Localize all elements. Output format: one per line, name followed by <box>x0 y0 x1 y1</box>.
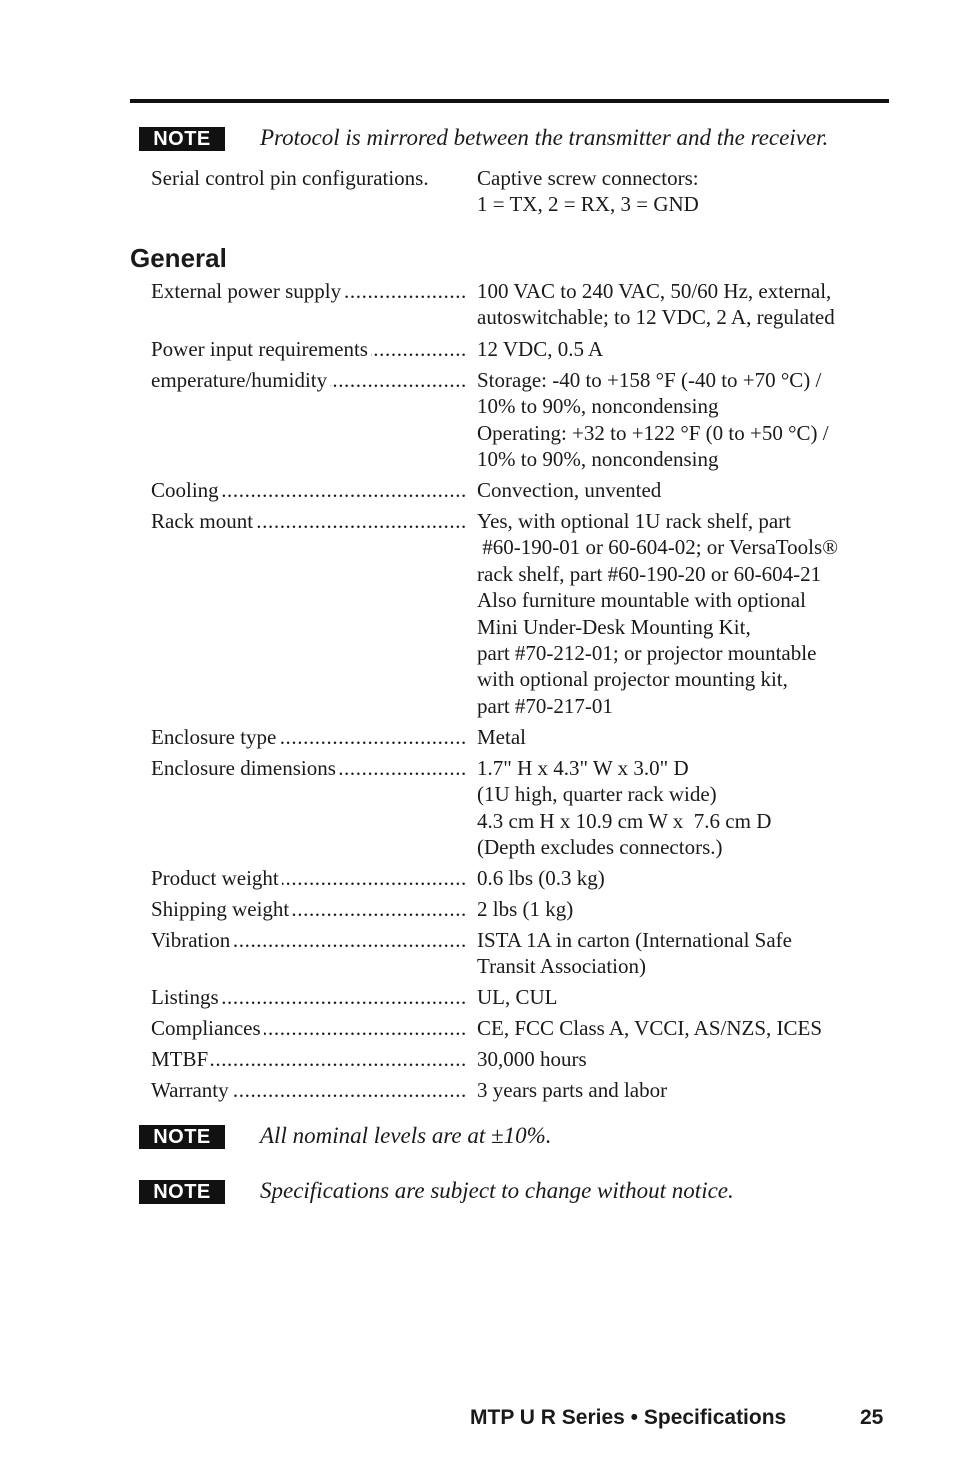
note-text: Specifications are subject to change without notice. <box>260 1178 734 1203</box>
spec-value: Captive screw connectors: 1 = TX, 2 = RX, 3 = GND <box>477 166 699 217</box>
section-title-general: General <box>130 243 227 273</box>
spec-label: emperature/humidity ..... <box>151 367 467 393</box>
spec-value: Convection, unvented <box>477 478 662 502</box>
note-text: Protocol is mirrored between the transmitter and the receiver. <box>260 125 829 150</box>
spec-value: Storage: -40 to +158 °F (-40 to +70 °C) / 10% to 90%, noncondensing Operating: +32 to +122 °F (0 to +50 °C) / 10% to 90%, noncondensing <box>477 368 829 472</box>
spec-value: 0.6 lbs (0.3 kg) <box>477 866 605 890</box>
spec-label: Warranty ..... <box>151 1077 467 1103</box>
spec-value: ISTA 1A in carton (International Safe Transit Association) <box>477 928 792 979</box>
top-rule <box>130 99 889 103</box>
spec-label: Power input requirements ..... <box>151 336 467 362</box>
page-number: 25 <box>860 1406 884 1429</box>
spec-value: 2 lbs (1 kg) <box>477 897 574 921</box>
spec-value: 12 VDC, 0.5 A <box>477 337 604 361</box>
spec-value: 100 VAC to 240 VAC, 50/60 Hz, external, autoswitchable; to 12 VDC, 2 A, regulated <box>477 279 835 330</box>
spec-label: Shipping weight ..... <box>151 896 467 922</box>
spec-value: 3 years parts and labor <box>477 1078 668 1102</box>
spec-value: 1.7" H x 4.3" W x 3.0" D (1U high, quarter rack wide) 4.3 cm H x 10.9 cm W x 7.6 cm D (Depth excludes connectors.) <box>477 756 772 860</box>
spec-value: CE, FCC Class A, VCCI, AS/NZS, ICES <box>477 1016 823 1040</box>
spec-label: Vibration ..... <box>151 927 467 953</box>
note-text: All nominal levels are at ±10%. <box>260 1123 552 1148</box>
spec-label: Enclosure dimensions ..... <box>151 755 467 781</box>
spec-value: UL, CUL <box>477 985 558 1009</box>
spec-label: MTBF ..... <box>151 1046 467 1072</box>
footer-title: MTP U R Series • Specifications <box>470 1406 787 1429</box>
spec-label: Cooling ..... <box>151 477 467 503</box>
spec-value: 30,000 hours <box>477 1047 587 1071</box>
spec-value: Yes, with optional 1U rack shelf, part #60-190-01 or 60-604-02; or VersaTools® rack shelf, part #60-190-20 or 60-604-21 Also furniture mountable with optional Mini Under-Desk Mounting Kit, part #70-212-01; or projector mountable with optional projector mounting kit, part #70-217-01 <box>477 509 839 718</box>
note-badge: NOTE <box>139 1180 225 1204</box>
note-badge: NOTE <box>139 1125 225 1149</box>
spec-value: Metal <box>477 725 526 749</box>
spec-label: Rack mount ..... <box>151 508 467 534</box>
spec-label: Listings ..... <box>151 984 467 1010</box>
spec-label: Compliances ..... <box>151 1015 467 1041</box>
spec-label: Serial control pin configurations. <box>151 165 467 191</box>
spec-label: Enclosure type ..... <box>151 724 467 750</box>
note-badge: NOTE <box>139 127 225 151</box>
spec-label: Product weight ..... <box>151 865 467 891</box>
spec-label: External power supply ..... <box>151 278 467 304</box>
